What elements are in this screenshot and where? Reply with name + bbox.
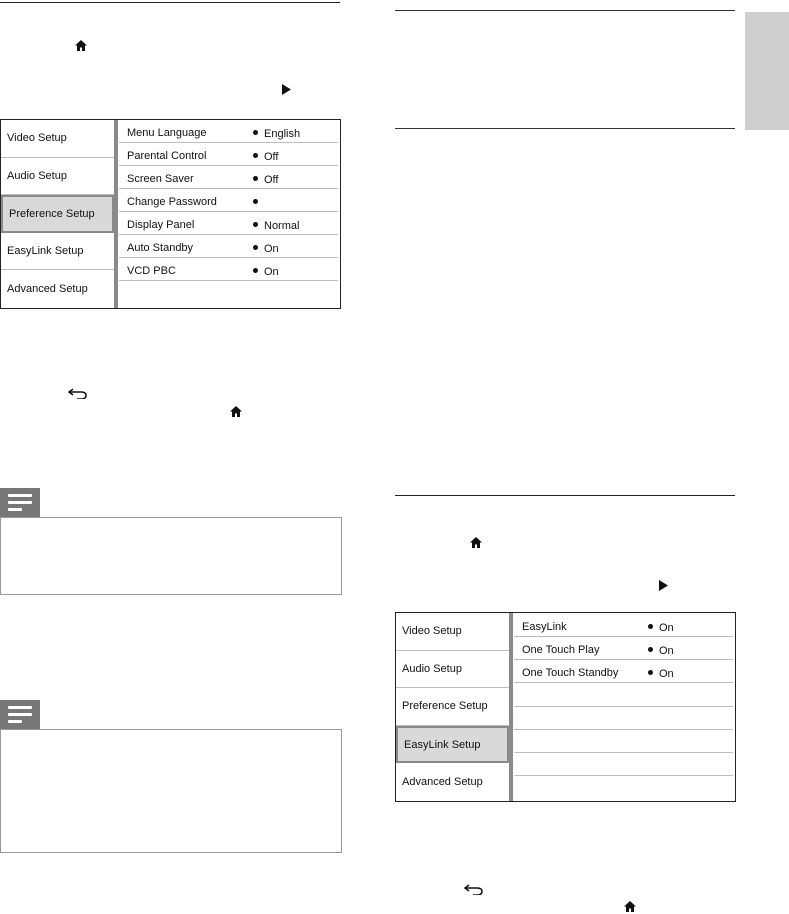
easylink-section-rule <box>395 495 735 496</box>
easylink-setup-menu <box>395 612 736 802</box>
menu-category-list <box>396 613 509 801</box>
top-right-rule <box>395 10 735 11</box>
preference-setup-menu <box>0 119 341 309</box>
home-icon <box>75 40 87 51</box>
option-label: Menu Language <box>127 127 207 139</box>
option-change-password[interactable] <box>119 189 338 212</box>
option-value: Off <box>264 174 279 186</box>
option-label: Auto Standby <box>127 242 194 254</box>
option-value: Normal <box>264 220 300 232</box>
right-section-rule <box>395 128 735 129</box>
menu-item-easylink-setup[interactable]: EasyLink Setup <box>1 233 114 271</box>
note-box <box>0 729 342 853</box>
bullet-icon <box>253 176 258 181</box>
play-icon <box>282 84 291 95</box>
language-tab <box>745 12 789 130</box>
back-icon <box>464 884 483 895</box>
note-icon <box>0 488 40 517</box>
option-label: Change Password <box>127 196 217 208</box>
option-value: On <box>264 266 279 278</box>
empty-option-row <box>514 706 733 707</box>
menu-item-audio-setup[interactable]: Audio Setup <box>396 651 509 689</box>
option-menu-language[interactable] <box>119 120 338 143</box>
bullet-icon <box>253 199 258 204</box>
option-label: VCD PBC <box>127 265 176 277</box>
bullet-icon <box>253 245 258 250</box>
bullet-icon <box>648 647 653 652</box>
option-label: Parental Control <box>127 150 207 162</box>
option-one-touch-standby[interactable] <box>514 660 733 683</box>
menu-item-easylink-setup[interactable]: EasyLink Setup <box>396 726 509 764</box>
empty-option-row <box>514 775 733 776</box>
bullet-icon <box>253 268 258 273</box>
option-display-panel[interactable] <box>119 212 338 235</box>
option-label: One Touch Play <box>522 644 600 656</box>
option-vcd-pbc[interactable] <box>119 258 338 281</box>
menu-item-preference-setup[interactable]: Preference Setup <box>1 195 114 233</box>
option-value: On <box>659 668 674 680</box>
option-auto-standby[interactable] <box>119 235 338 258</box>
home-icon <box>624 901 636 912</box>
bullet-icon <box>253 222 258 227</box>
menu-item-advanced-setup[interactable]: Advanced Setup <box>402 776 483 789</box>
menu-item-video-setup[interactable]: Video Setup <box>1 120 114 158</box>
back-icon <box>68 388 87 399</box>
option-label: One Touch Standby <box>522 667 619 679</box>
option-value: On <box>264 243 279 255</box>
option-value: On <box>659 622 674 634</box>
menu-category-list <box>1 120 114 308</box>
menu-item-video-setup[interactable]: Video Setup <box>396 613 509 651</box>
note-icon <box>0 700 40 729</box>
play-icon <box>659 580 668 591</box>
option-label: EasyLink <box>522 621 567 633</box>
note-box <box>0 517 342 595</box>
empty-option-row <box>514 752 733 753</box>
menu-divider <box>509 613 513 801</box>
menu-item-preference-setup[interactable]: Preference Setup <box>396 688 509 726</box>
empty-option-row <box>514 729 733 730</box>
option-one-touch-play[interactable] <box>514 637 733 660</box>
bullet-icon <box>253 153 258 158</box>
option-parental-control[interactable] <box>119 143 338 166</box>
home-icon <box>470 537 482 548</box>
option-label: Display Panel <box>127 219 195 231</box>
menu-item-advanced-setup[interactable]: Advanced Setup <box>7 283 88 296</box>
bullet-icon <box>253 130 258 135</box>
option-value: Off <box>264 151 279 163</box>
bullet-icon <box>648 624 653 629</box>
option-easylink[interactable] <box>514 614 733 637</box>
bullet-icon <box>648 670 653 675</box>
option-screen-saver[interactable] <box>119 166 338 189</box>
top-left-rule <box>0 2 340 3</box>
option-value: English <box>264 128 301 140</box>
option-label: Screen Saver <box>127 173 194 185</box>
option-value: On <box>659 645 674 657</box>
home-icon <box>230 406 242 417</box>
menu-divider <box>114 120 118 308</box>
menu-item-audio-setup[interactable]: Audio Setup <box>1 158 114 196</box>
